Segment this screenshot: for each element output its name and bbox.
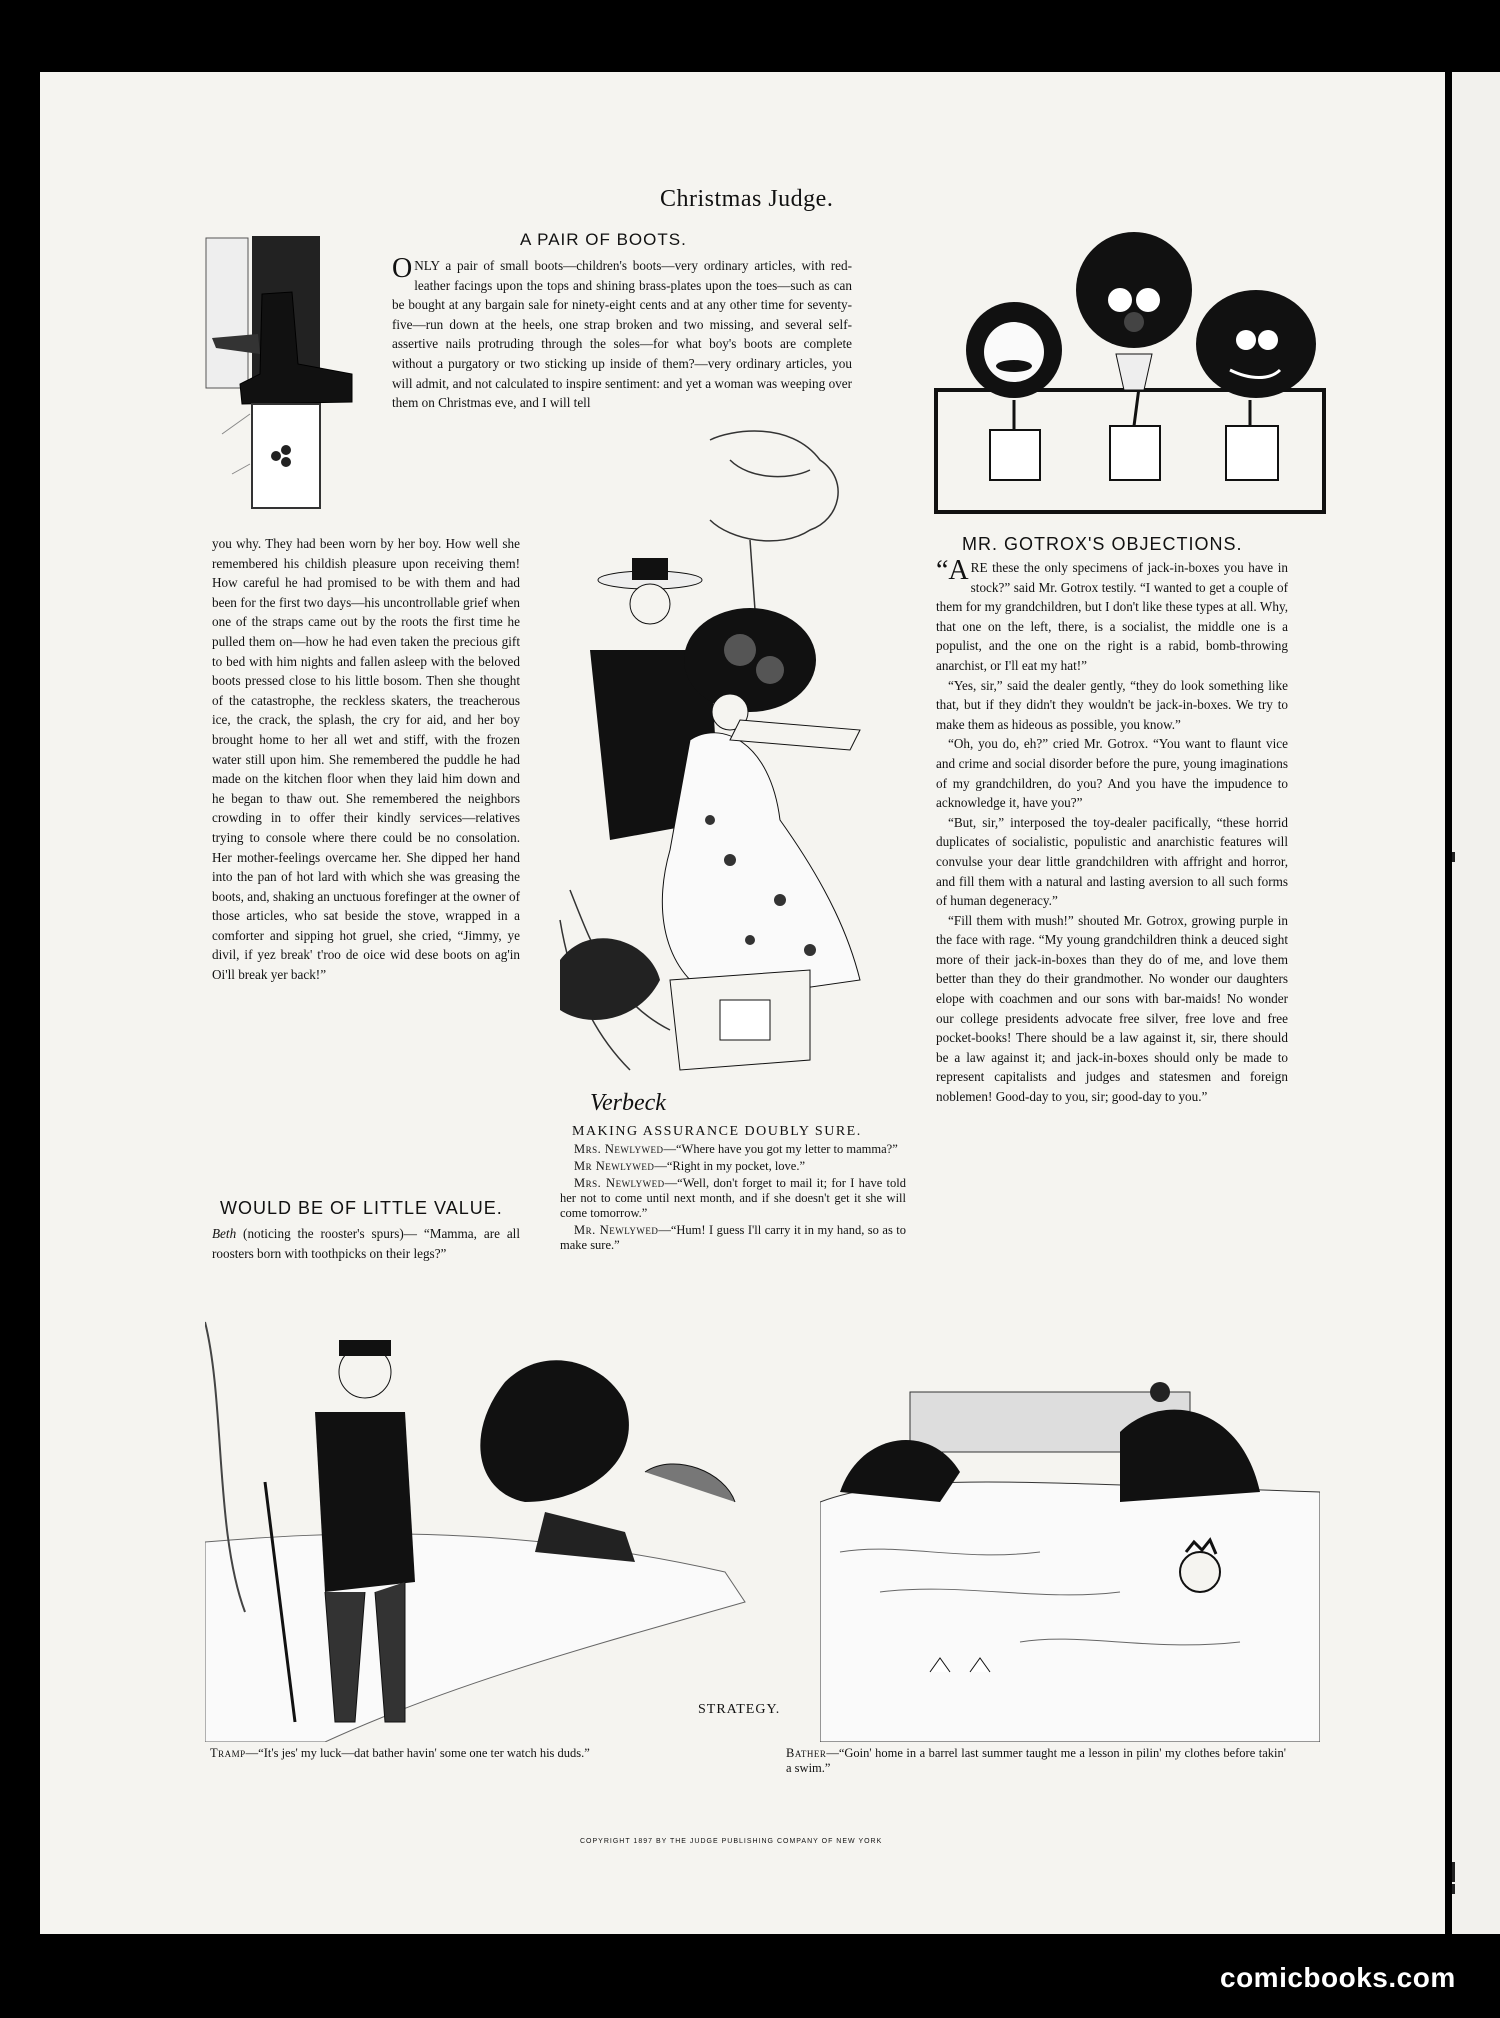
dialogue-line-1: Mrs. Newlywed—“Where have you got my letter to mamma?” [574,1142,898,1156]
dialogue-line-3: Mrs. Newlywed—“Well, don't forget to mail it; for I have told her not to come until next month, and if she doesn't get it she will come tomorrow.” [560,1176,906,1220]
gotrox-dropcap: “A [936,555,969,586]
jack-in-boxes-illustration [930,230,1330,516]
dialogue-line-2: Mr Newlywed—“Right in my pocket, love.” [574,1159,806,1173]
gotrox-paragraph-4: “But, sir,” interposed the toy-dealer pacifically, “these horrid duplicates of socialistic, populistic and anarchistic features will convulse your dear little grandchildren with affright and horror, and fill them with a natural and lasting aversion to all such forms of human degeneracy.” [936,814,1288,909]
copyright-notice: COPYRIGHT 1897 BY THE JUDGE PUBLISHING COMPANY OF NEW YORK [580,1838,883,1845]
assurance-dialogue [560,1142,906,1255]
beth-speaker: Beth [212,1226,237,1241]
gotrox-paragraph-3: “Oh, you do, eh?” cried Mr. Gotrox. “You want to flaunt vice and crime and social disorder before the pure, young imaginations of my grandchildren, do you? And you have the impudence to acknowledge it, have you?” [936,736,1288,811]
beth-quote: “Mamma, are all roosters born with toothpicks on their legs?” [212,1226,520,1261]
boots-title: A PAIR OF BOOTS. [520,230,687,249]
tramp-caption: Tramp—“It's jes' my luck—dat bather havin' some one ter watch his duds.” [210,1746,590,1760]
boots-text-start: NLY a pair of small boots—children's boots—very ordinary articles, with red-leather facings upon the tops and shining brass-plates upon the toes—such as can be bought at any bargain sale for ninety-eight cents and at any other time for seventy-five—run down at the heels, one strap broken and two missing, and several self-assertive nails protruding through the soles—for what boy's boots are complete without a purgatory or two sticking up inside of them?—very ordinary articles, you will admit, and not calculated to inspire sentiment: and yet a woman was weeping over them on Christmas eve, and I will tell [392,258,852,411]
page-header: Christmas Judge. [660,186,834,212]
couple-illustration [550,420,880,1120]
assurance-title: MAKING ASSURANCE DOUBLY SURE. [572,1124,862,1139]
gotrox-text [936,555,1288,1107]
boots-text-wide [212,534,520,985]
gotrox-paragraph-2: “Yes, sir,” said the dealer gently, “they do look something like that, but if they didn't they wouldn't be jack-in-boxes. We try to make them as hideous as possible, you know.” [936,677,1288,732]
bather-illustration [820,1372,1320,1742]
strategy-title: STRATEGY. [698,1702,781,1717]
boots-dropcap: O [392,253,413,284]
gotrox-paragraph-5: “Fill them with mush!” shouted Mr. Gotrox, growing purple in the face with rage. “My young grandchildren think a deuced sight more of their jack-in-boxes than they do of me, and love them better than they do their grandmother. No wonder our daughters elope with coachmen and our sons with bar-maids! No wonder our college presidents advocate free silver, free love and free pocket-books! There should be a law against it, sir, there should be a law against it; and jack-in-boxes should only be made to represent capitalists and judges and statesmen and foreign noblemen! Good-day to you, sir; good-day to you.” [936,912,1288,1105]
bather-caption: Bather—“Goin' home in a barrel last summer taught me a lesson in pilin' my clothes before takin' a swim.” [786,1746,1286,1775]
boots-text-narrow [392,253,852,413]
gotrox-paragraph-1: RE these the only specimens of jack-in-boxes you have in stock?” said Mr. Gotrox testily. “I wanted to get a couple of them for my grandchildren, but I don't like these types at all. Why, that one on the left, there, is a socialist, the middle one is a populist, and the one on the right is a rabid, bomb-throwing anarchist, or I'll eat my hat!” [936,560,1288,673]
gotrox-title: MR. GOTROX'S OBJECTIONS. [962,534,1243,554]
artist-signature: Verbeck [590,1090,666,1116]
little-value-text [212,1224,520,1263]
tramp-illustration [205,1282,775,1742]
watermark-logo: comicbooks.com [1220,1962,1456,1993]
dialogue-line-4: Mr. Newlywed—“Hum! I guess I'll carry it in my hand, so as to make sure.” [560,1223,906,1252]
adjacent-page-edge [1452,72,1500,1934]
little-value-title: WOULD BE OF LITTLE VALUE. [220,1198,503,1218]
boot-illustration [202,234,382,510]
beth-stage: (noticing the rooster's spurs)— [236,1226,417,1241]
boots-text-continued: you why. They had been worn by her boy. How well she remembered his childish pleasure upon receiving them! How careful he had promised to be with them and had been for the first two days—his uncontrollable grief when one of the straps came out by the roots the first time he pulled them on—how he had even taken the precious gift to bed with him nights and fallen asleep with the beloved boots pressed close to his little bosom. Then she thought of the catastrophe, the reckless skaters, the treacherous ice, the crack, the splash, the cry for aid, and her boy brought home to her all wet and stiff, with the frozen water still upon him. She remembered the puddle he had made on the kitchen floor when they laid him down and he began to thaw out. She remembered the neighbors crowding in to offer their kindly services—relatives trying to console where there could be no consolation. Her mother-feelings overcame her. She dipped her hand into the pan of hot lard with which she was greasing the boots, and, shaking an unctuous forefinger at the owner of those articles, who sat beside the stove, wrapped in a comforter and sipping hot gruel, she cried, “Jimmy, ye divil, if yez break' t'roo de oice wid dese boots on ag'in Oi'll break yer back!” [212,536,520,983]
